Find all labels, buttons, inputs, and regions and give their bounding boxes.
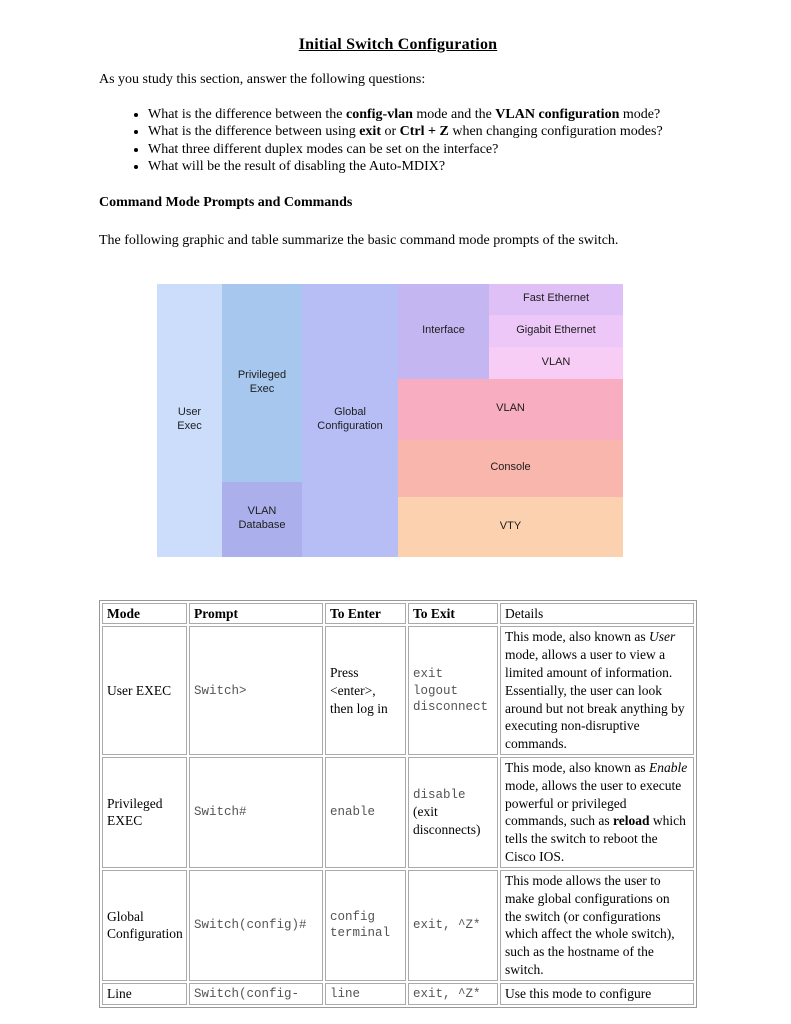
- diagram-interface-subtypes: [489, 284, 623, 379]
- section-heading: Command Mode Prompts and Commands: [99, 195, 353, 210]
- diagram-block-user-exec: User Exec: [157, 284, 222, 557]
- cell-prompt: Switch>: [189, 626, 323, 755]
- cell-prompt: Switch(config)#: [189, 870, 323, 981]
- diagram-column-targets: [398, 284, 623, 557]
- cell-prompt: Switch#: [189, 757, 323, 868]
- cell-mode: Privileged EXEC: [102, 757, 187, 868]
- diagram-block-fast-ethernet: Fast Ethernet: [489, 284, 623, 316]
- table-row: [102, 983, 694, 1005]
- cell-details: This mode, also known as User mode, allows a user to view a limited amount of information. Essentially, the user can look around but not break anything by executing non-disruptive commands.: [500, 626, 694, 755]
- command-mode-diagram: [157, 284, 623, 557]
- cell-mode: Line: [102, 983, 187, 1005]
- section-intro-paragraph: The following graphic and table summarize the basic command mode prompts of the switch.: [99, 233, 619, 248]
- cell-to-exit: exit logout disconnect: [408, 626, 498, 755]
- table-row: [102, 757, 694, 868]
- cell-details: This mode allows the user to make global configurations on the switch (or configurations which affect the whole switch), such as the hostname of the switch.: [500, 870, 694, 981]
- intro-paragraph: As you study this section, answer the following questions:: [99, 72, 426, 87]
- question-list: [99, 106, 697, 177]
- cell-details: Use this mode to configure: [500, 983, 694, 1005]
- diagram-block-vlan: VLAN: [398, 379, 623, 440]
- table-header-row: [102, 603, 694, 625]
- table-row: [102, 626, 694, 755]
- diagram-block-vty: VTY: [398, 497, 623, 557]
- col-header-details: Details: [500, 603, 694, 625]
- command-mode-table: [99, 600, 697, 1008]
- table-row: [102, 870, 694, 981]
- cell-to-enter: enable: [325, 757, 406, 868]
- question-item: • What three different duplex modes can be set on the interface?: [148, 141, 697, 159]
- cell-to-enter: config terminal: [325, 870, 406, 981]
- diagram-block-privileged-exec: Privileged Exec: [222, 284, 302, 482]
- cell-to-enter: Press <enter>, then log in: [325, 626, 406, 755]
- cell-prompt: Switch(config-: [189, 983, 323, 1005]
- diagram-block-vlan-database: VLAN Database: [222, 482, 302, 557]
- col-header-prompt: Prompt: [189, 603, 323, 625]
- col-header-to-exit: To Exit: [408, 603, 498, 625]
- cell-mode: User EXEC: [102, 626, 187, 755]
- diagram-block-global-configuration: Global Configuration: [302, 284, 398, 557]
- cell-details: This mode, also known as Enable mode, allows the user to execute powerful or privileged commands, such as reload which tells the switch to reboot the Cisco IOS.: [500, 757, 694, 868]
- cell-to-exit: disable (exit disconnects): [408, 757, 498, 868]
- question-item: • What will be the result of disabling the Auto-MDIX?: [148, 158, 697, 176]
- cell-to-exit: exit, ^Z*: [408, 983, 498, 1005]
- cell-mode: Global Configuration: [102, 870, 187, 981]
- col-header-to-enter: To Enter: [325, 603, 406, 625]
- cell-to-enter: line: [325, 983, 406, 1005]
- diagram-row-interface: [398, 284, 623, 379]
- diagram-block-console: Console: [398, 440, 623, 497]
- cell-to-exit: exit, ^Z*: [408, 870, 498, 981]
- diagram-block-gigabit-ethernet: Gigabit Ethernet: [489, 315, 623, 347]
- col-header-mode: Mode: [102, 603, 187, 625]
- diagram-block-vlan-interface: VLAN: [489, 347, 623, 379]
- question-item: • What is the difference between using exit or Ctrl + Z when changing configuration modes?: [148, 123, 697, 141]
- diagram-block-interface: Interface: [398, 284, 489, 379]
- page-title: Initial Switch Configuration: [298, 36, 498, 53]
- diagram-column-privileged: [222, 284, 302, 557]
- question-item: • What is the difference between the config-vlan mode and the VLAN configuration mode?: [148, 106, 697, 124]
